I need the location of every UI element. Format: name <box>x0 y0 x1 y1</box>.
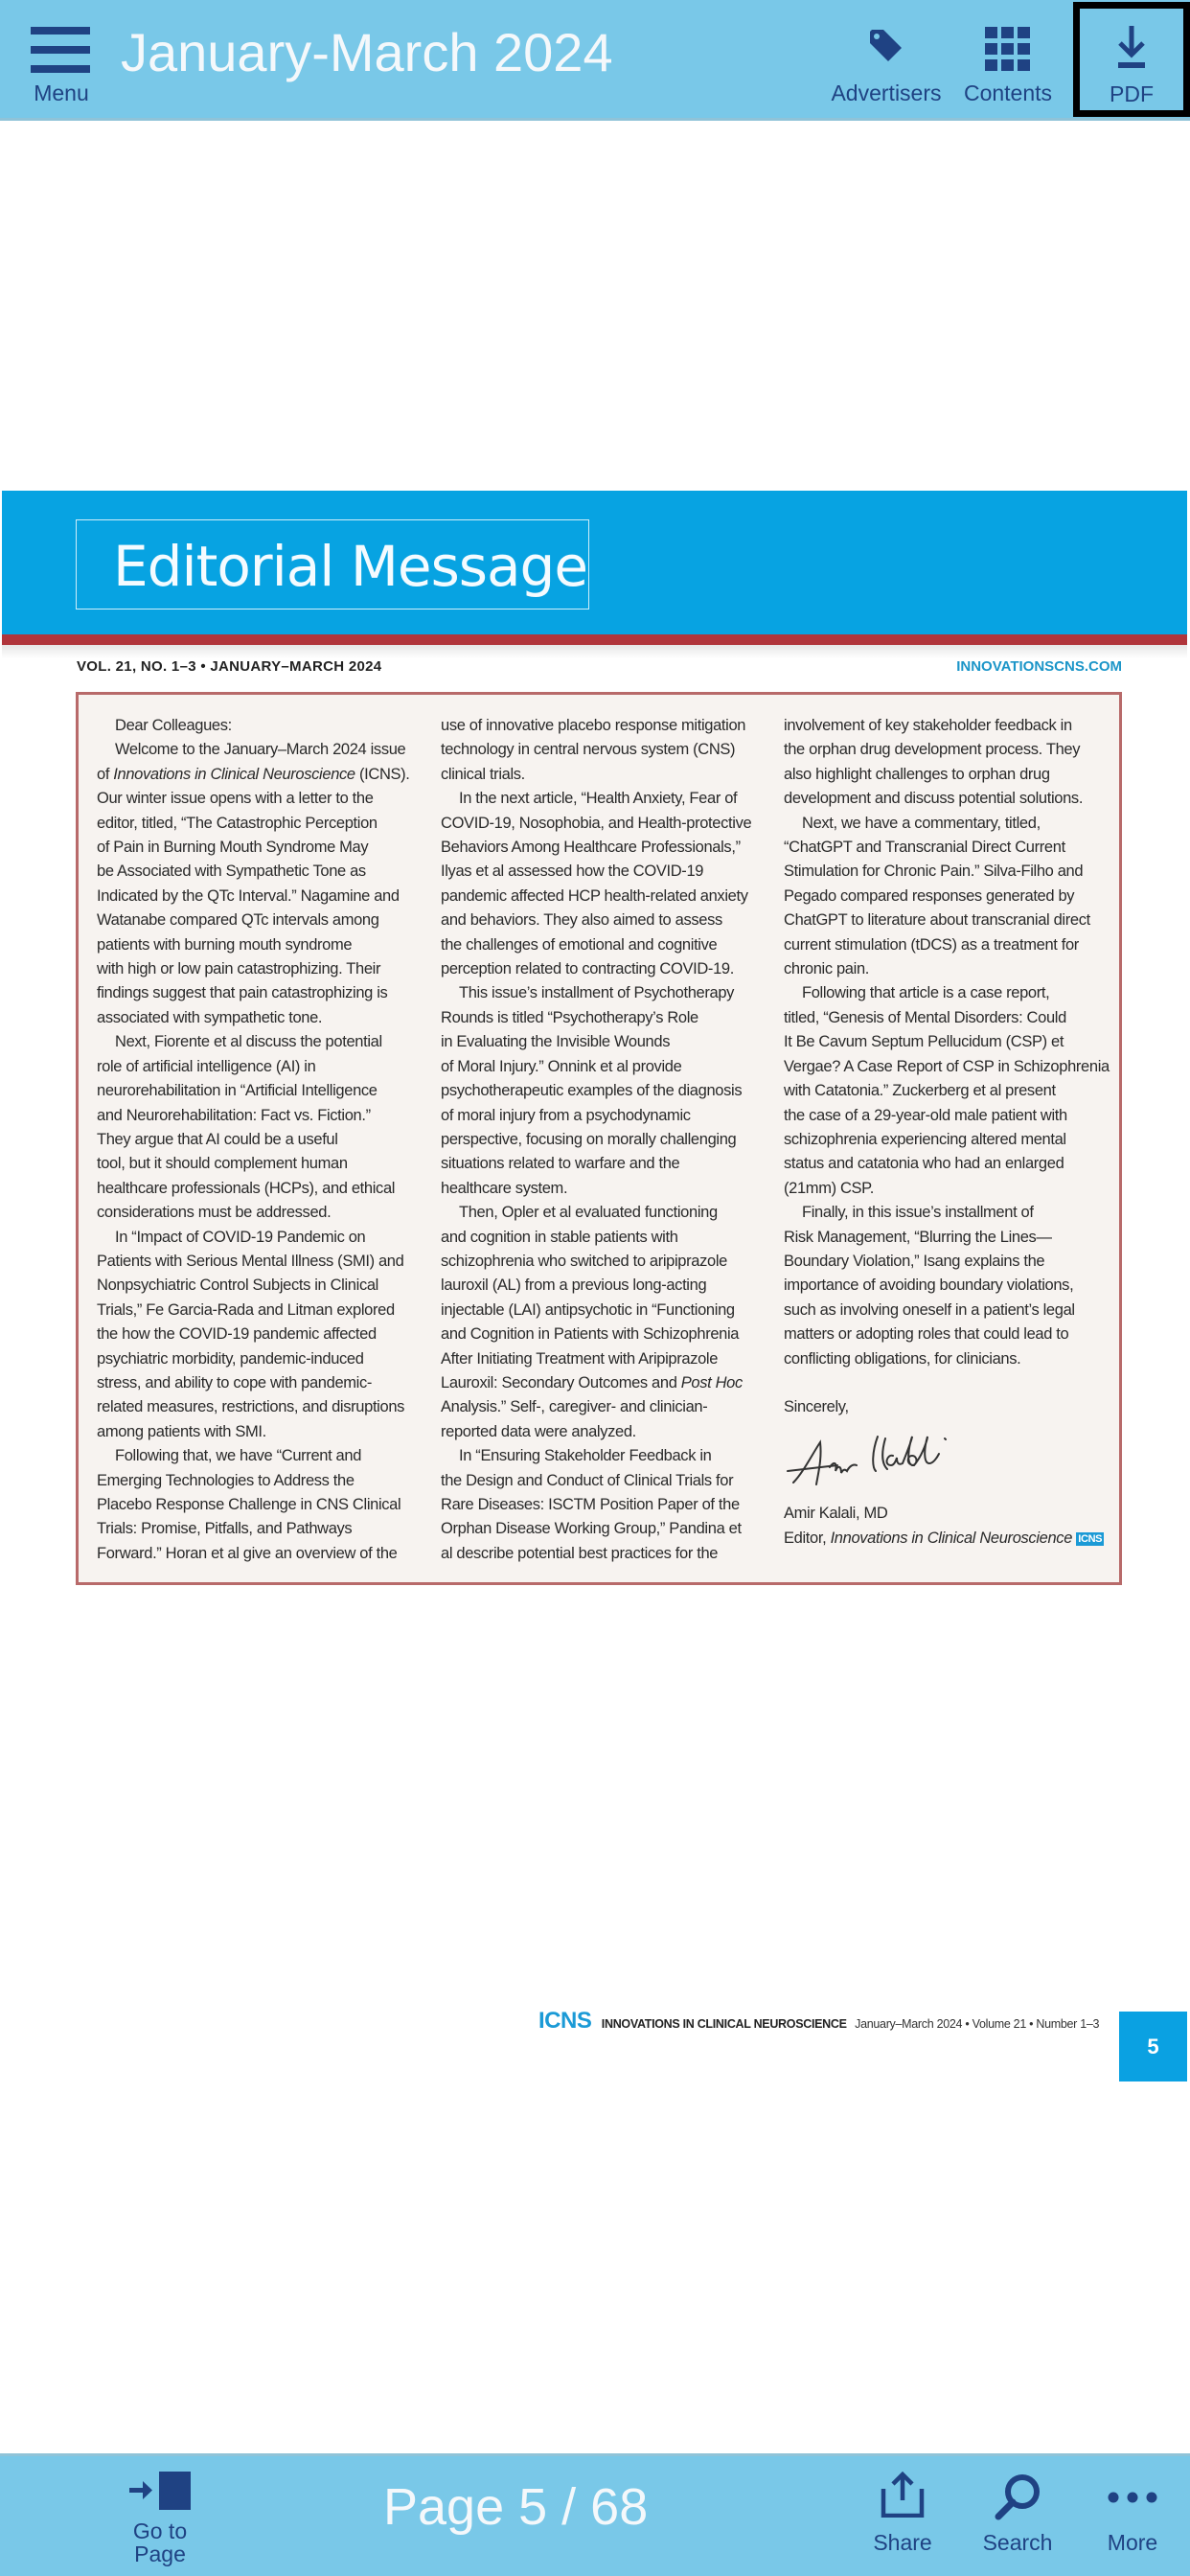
contents-button[interactable] <box>956 19 1060 111</box>
letter-line: In “Ensuring Stakeholder Feedback in <box>459 1447 712 1465</box>
letter-line: Orphan Disease Working Group,” Pandina et <box>441 1520 742 1538</box>
letter-line: COVID-19, Nosophobia, and Health-protective <box>441 814 752 832</box>
letter-line: Rare Diseases: ISCTM Position Paper of the <box>441 1496 740 1513</box>
letter-line: They argue that AI could be a useful <box>97 1130 338 1148</box>
letter-line: Nonpsychiatric Control Subjects in Clinical <box>97 1276 378 1295</box>
letter-line: lauroxil (AL) from a previous long-acting <box>441 1276 707 1295</box>
letter-line: of Innovations in Clinical Neuroscience (ICNS). <box>97 765 410 783</box>
more-dots-icon <box>1108 2491 1157 2509</box>
bottom-toolbar <box>0 2453 1190 2576</box>
footer-issue: January–March 2024 • Volume 21 • Number 1–3 <box>855 2017 1100 2031</box>
letter-line: titled, “Genesis of Mental Disorders: Could <box>784 1008 1066 1026</box>
download-icon <box>1117 26 1146 75</box>
letter-line: Forward.” Horan et al give an overview of the <box>97 1544 398 1562</box>
letter-line: technology in central nervous system (CNS) <box>441 741 736 759</box>
letter-line: current stimulation (tDCS) as a treatment for <box>784 935 1079 954</box>
letter-line: In the next article, “Health Anxiety, Fear of <box>459 790 738 808</box>
letter-line: perspective, focusing on morally challenging <box>441 1130 737 1148</box>
letter-line: the case of a 29-year-old male patient with <box>784 1106 1067 1124</box>
menu-button[interactable] <box>21 19 102 111</box>
letter-line: in Evaluating the Invisible Wounds <box>441 1033 671 1051</box>
contents-label: Contents <box>963 80 1053 105</box>
letter-line: stress, and ability to cope with pandemic- <box>97 1373 373 1392</box>
banner-title: Editorial Message <box>113 534 588 599</box>
letter-line: the challenges of emotional and cognitive <box>441 935 718 954</box>
letter-line: perception related to contracting COVID-19. <box>441 960 734 978</box>
signer-title-prefix: Editor, <box>784 1529 831 1547</box>
letter-line: status and catatonia who had an enlarged <box>784 1155 1064 1173</box>
letter-column-2 <box>441 714 763 1566</box>
letter-line: importance of avoiding boundary violations, <box>784 1276 1074 1295</box>
letter-line: After Initiating Treatment with Aripiprazole <box>441 1349 719 1368</box>
letter-line: with Catatonia.” Zuckerberg et al present <box>784 1082 1056 1100</box>
more-button[interactable] <box>1092 2470 1173 2565</box>
letter-line: and behaviors. They also aimed to assess <box>441 911 722 930</box>
column-3-lines <box>784 714 1110 1371</box>
letter-line: ChatGPT to literature about transcranial direct <box>784 911 1090 930</box>
letter-line: use of innovative placebo response mitigation <box>441 717 746 734</box>
letter-line: injectable (LAI) antipsychotic in “Functioning <box>441 1300 735 1319</box>
letter-line: In “Impact of COVID-19 Pandemic on <box>115 1228 366 1246</box>
page-number: 5 <box>1119 2012 1187 2082</box>
letter-line: psychiatric morbidity, pandemic-induced <box>97 1349 364 1368</box>
letter-line: situations related to warfare and the <box>441 1155 680 1173</box>
letter-line: role of artificial intelligence (AI) in <box>97 1057 316 1075</box>
letter-line: Next, we have a commentary, titled, <box>802 814 1041 832</box>
letter-line: development and discuss potential solutions. <box>784 790 1084 808</box>
letter-line: Then, Opler et al evaluated functioning <box>459 1204 718 1222</box>
letter-line: among patients with SMI. <box>97 1422 266 1440</box>
top-toolbar <box>0 0 1190 121</box>
letter-line: Dear Colleagues: <box>115 717 232 734</box>
letter-line: (21mm) CSP. <box>784 1179 874 1197</box>
signer-journal: Innovations in Clinical Neuroscience <box>830 1529 1073 1547</box>
letter-line: the how the COVID-19 pandemic affected <box>97 1325 377 1344</box>
letter-line: This issue’s installment of Psychotherapy <box>459 984 735 1002</box>
letter-line: pandemic affected HCP health-related anxiety <box>441 886 748 905</box>
letter-line: of Moral Injury.” Onnink et al provide <box>441 1057 682 1075</box>
letter-line: Vergae? A Case Report of CSP in Schizophrenia <box>784 1057 1110 1075</box>
letter-line: Stimulation for Chronic Pain.” Silva-Filho and <box>784 862 1084 881</box>
advertisers-label: Advertisers <box>831 80 942 105</box>
go-to-page-label <box>117 2519 203 2565</box>
letter-line: Pegado compared responses generated by <box>784 886 1075 905</box>
letter-line: related measures, restrictions, and disruptions <box>97 1398 405 1416</box>
letter-line: schizophrenia who switched to aripiprazole <box>441 1252 727 1270</box>
letter-line: Lauroxil: Secondary Outcomes and Post Hoc <box>441 1373 743 1392</box>
letter-line: of Pain in Burning Mouth Syndrome May <box>97 839 369 857</box>
banner-title-frame <box>76 519 589 610</box>
go-to-label-line-2: Page <box>134 2542 186 2566</box>
letter-line: healthcare professionals (HCPs), and ethical <box>97 1179 396 1197</box>
letter-line: schizophrenia experiencing altered mental <box>784 1130 1066 1148</box>
letter-line: “ChatGPT and Transcranial Direct Current <box>784 839 1065 857</box>
signature-image <box>784 1425 1004 1502</box>
page-footer <box>538 2008 1099 2035</box>
more-label: More <box>1107 2530 1158 2555</box>
search-button[interactable] <box>973 2470 1062 2565</box>
editorial-letter <box>76 692 1122 1585</box>
letter-line: Trials,” Fe Garcia-Rada and Litman explored <box>97 1300 395 1319</box>
letter-line: neurorehabilitation in “Artificial Intelligence <box>97 1082 378 1100</box>
letter-line: and Neurorehabilitation: Fact vs. Fiction.” <box>97 1106 371 1124</box>
page-indicator: Page 5 / 68 <box>383 2478 649 2536</box>
letter-line: It Be Cavum Septum Pellucidum (CSP) et <box>784 1033 1064 1051</box>
letter-line: and Cognition in Patients with Schizophrenia <box>441 1325 740 1344</box>
signer-title <box>784 1527 1106 1551</box>
menu-label: Menu <box>34 80 89 105</box>
grid-icon <box>985 27 1031 76</box>
letter-line: Risk Management, “Blurring the Lines— <box>784 1228 1052 1246</box>
advertisers-button[interactable] <box>826 19 947 111</box>
letter-line: Behaviors Among Healthcare Professionals,” <box>441 839 741 857</box>
letter-line: Indicated by the QTc Interval.” Nagamine and <box>97 886 400 905</box>
letter-line: Rounds is titled “Psychotherapy’s Role <box>441 1008 698 1026</box>
letter-line: Following that, we have “Current and <box>115 1447 362 1465</box>
letter-line: Welcome to the January–March 2024 issue <box>115 741 406 759</box>
letter-line: chronic pain. <box>784 960 870 978</box>
letter-line: be Associated with Sympathetic Tone as <box>97 862 366 881</box>
letter-line: Ilyas et al assessed how the COVID-19 <box>441 862 704 881</box>
letter-line: clinical trials. <box>441 765 525 783</box>
letter-line: Boundary Violation,” Isang explains the <box>784 1252 1045 1270</box>
volume-line: VOL. 21, NO. 1–3 • JANUARY–MARCH 2024 <box>77 658 382 675</box>
letter-column-1 <box>97 714 419 1566</box>
share-label: Share <box>873 2530 932 2555</box>
letter-line: tool, but it should complement human <box>97 1155 348 1173</box>
go-to-page-button[interactable] <box>117 2470 203 2575</box>
pdf-label: PDF <box>1110 81 1154 106</box>
go-to-page-icon <box>129 2472 191 2515</box>
letter-line: the Design and Conduct of Clinical Trials for <box>441 1471 734 1489</box>
letter-line: editor, titled, “The Catastrophic Perception <box>97 814 378 832</box>
letter-line: Finally, in this issue’s installment of <box>802 1204 1034 1222</box>
issue-title: January-March 2024 <box>121 22 613 82</box>
website-link: INNOVATIONSCNS.COM <box>956 658 1122 675</box>
editorial-banner <box>2 491 1187 634</box>
letter-line: considerations must be addressed. <box>97 1204 332 1222</box>
letter-line: patients with burning mouth syndrome <box>97 935 353 954</box>
letter-column-3 <box>784 714 1110 1551</box>
letter-line: Placebo Response Challenge in CNS Clinical <box>97 1496 401 1513</box>
letter-line: al describe potential best practices for the <box>441 1544 719 1562</box>
letter-line: Patients with Serious Mental Illness (SMI) and <box>97 1252 404 1270</box>
letter-line: Trials: Promise, Pitfalls, and Pathways <box>97 1520 353 1538</box>
search-label: Search <box>982 2530 1053 2555</box>
search-icon <box>993 2472 1042 2526</box>
icns-badge: ICNS <box>1078 1532 1103 1545</box>
letter-line: healthcare system. <box>441 1179 568 1197</box>
letter-line: Emerging Technologies to Address the <box>97 1471 355 1489</box>
letter-line: Analysis.” Self-, caregiver- and clinician- <box>441 1398 708 1416</box>
share-button[interactable] <box>862 2470 943 2565</box>
letter-line: and cognition in stable patients with <box>441 1228 678 1246</box>
letter-line: the orphan drug development process. They <box>784 741 1081 759</box>
go-to-label-line-1: Go to <box>132 2518 188 2543</box>
footer-journal: INNOVATIONS IN CLINICAL NEUROSCIENCE <box>601 2017 847 2031</box>
letter-line: findings suggest that pain catastrophizing is <box>97 984 388 1002</box>
pdf-download-button[interactable] <box>1073 2 1190 117</box>
letter-line: Our winter issue opens with a letter to the <box>97 790 374 808</box>
share-icon <box>880 2472 926 2522</box>
letter-line: Next, Fiorente et al discuss the potential <box>115 1033 382 1051</box>
signer-name: Amir Kalali, MD <box>784 1505 888 1523</box>
letter-line: Following that article is a case report, <box>802 984 1050 1002</box>
letter-line: also highlight challenges to orphan drug <box>784 765 1050 783</box>
banner-red-stripe <box>2 634 1187 645</box>
tag-icon <box>867 27 905 70</box>
letter-line: of moral injury from a psychodynamic <box>441 1106 691 1124</box>
letter-line: Watanabe compared QTc intervals among <box>97 911 379 930</box>
closing: Sincerely, <box>784 1397 849 1415</box>
letter-line: with high or low pain catastrophizing. Their <box>97 960 381 978</box>
letter-line: involvement of key stakeholder feedback in <box>784 717 1072 734</box>
letter-line: matters or adopting roles that could lead to <box>784 1325 1069 1344</box>
magazine-page[interactable] <box>2 491 1187 2082</box>
banner-shadow <box>2 645 1187 658</box>
letter-line: psychotherapeutic examples of the diagnosis <box>441 1082 743 1100</box>
letter-line: reported data were analyzed. <box>441 1422 636 1440</box>
footer-logo: ICNS <box>538 2008 592 2034</box>
hamburger-icon <box>31 27 90 73</box>
letter-line: such as involving oneself in a patient’s legal <box>784 1300 1075 1319</box>
letter-line: conflicting obligations, for clinicians. <box>784 1349 1021 1368</box>
letter-line: associated with sympathetic tone. <box>97 1008 323 1026</box>
